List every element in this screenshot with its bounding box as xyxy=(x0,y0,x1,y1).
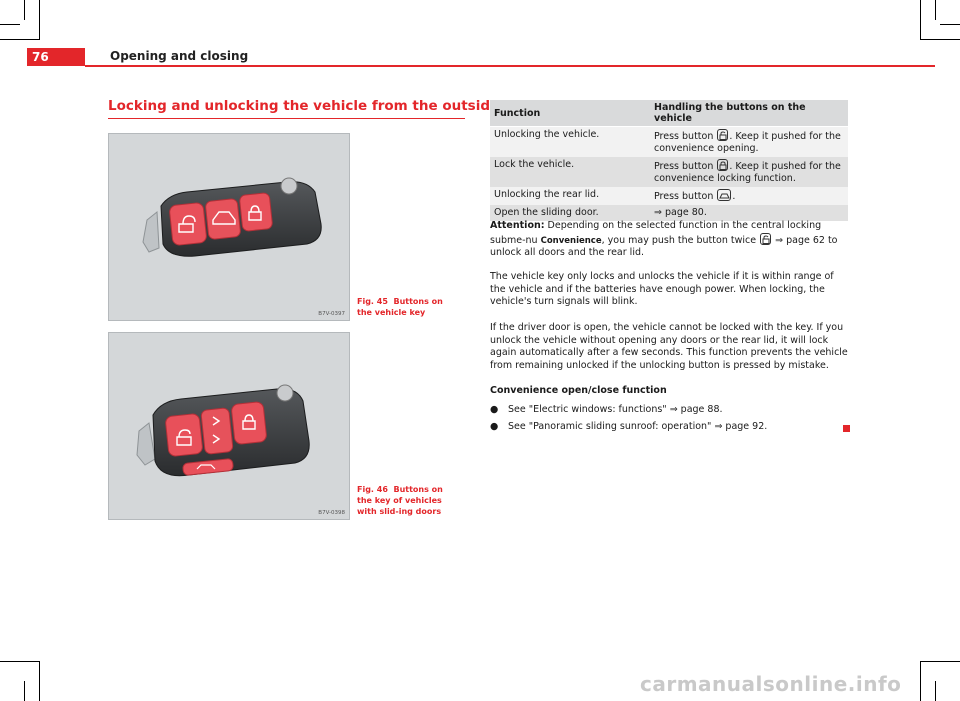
crop-mark-tr-v xyxy=(935,0,936,20)
figure-caption xyxy=(357,296,457,318)
caption-label: Fig. 46 xyxy=(357,485,388,494)
figure-vehicle-key xyxy=(108,133,350,321)
table-row xyxy=(490,157,848,187)
attention-text: , you may push the button twice xyxy=(601,234,760,246)
handling-text: . Keep it pushed for the convenience locking function. xyxy=(654,161,841,184)
table-row xyxy=(490,205,848,221)
crop-mark-bl-v2 xyxy=(24,681,25,701)
figure-code: B7V-0398 xyxy=(318,510,345,516)
table-cell-function: Unlocking the vehicle. xyxy=(494,129,600,140)
section-end-marker xyxy=(843,425,850,432)
crop-mark-br-v2 xyxy=(935,681,936,701)
caption-text: Buttons on the vehicle key xyxy=(357,297,443,317)
bullet-dot: ● xyxy=(490,404,499,415)
unlock-icon xyxy=(760,233,771,245)
crop-mark-tl-h xyxy=(0,24,20,25)
table-cell-handling xyxy=(650,157,848,187)
table-row xyxy=(490,187,848,205)
function-table xyxy=(490,100,848,221)
crop-mark-bl-h xyxy=(0,661,40,662)
crop-mark-br-h xyxy=(920,661,960,662)
table-cell-function: Unlocking the rear lid. xyxy=(494,189,600,200)
driver-door-paragraph: If the driver door is open, the vehicle cannot be locked with the key. If you unlock the vehicle without opening any doors or the rear lid, it will lock again automatically after a few seconds. This function prevents the vehicle from remaining unlocked if the unlocking button is pressed by mistake. xyxy=(490,322,848,371)
list-item-text[interactable]: See "Panoramic sliding sunroof: operation" ⇒ page 92. xyxy=(508,421,768,432)
handling-text: . Keep it pushed for the convenience opening. xyxy=(654,131,841,154)
crop-mark-tl-v2 xyxy=(39,0,40,40)
handling-text: . xyxy=(732,191,736,202)
sliding-door-buttons xyxy=(201,408,233,455)
crop-mark-tr-h xyxy=(940,24,960,25)
bullet-dot: ● xyxy=(490,421,499,432)
handling-text: Press button xyxy=(654,191,717,202)
section-title: Locking and unlocking the vehicle from the outside xyxy=(108,98,500,114)
vehicle-key-illustration xyxy=(109,134,349,320)
crop-mark-br-v xyxy=(920,661,921,701)
figure-caption xyxy=(357,484,457,517)
page-link[interactable]: ⇒ page 80. xyxy=(654,207,707,218)
handling-text: Press button xyxy=(654,161,717,172)
crop-mark-bl-v xyxy=(39,661,40,701)
crop-mark-tr-v2 xyxy=(920,0,921,40)
table-row xyxy=(490,127,848,158)
handling-text: Press button xyxy=(654,131,717,142)
chapter-title: Opening and closing xyxy=(110,49,249,63)
crop-mark-tr-h2 xyxy=(920,39,960,40)
list-item-text[interactable]: See "Electric windows: functions" ⇒ page 88. xyxy=(508,404,723,415)
table-cell-handling xyxy=(650,187,848,205)
attention-paragraph xyxy=(490,220,850,260)
menu-name: Convenience xyxy=(540,235,602,246)
table-cell-handling xyxy=(650,205,848,221)
lock-button xyxy=(231,401,267,444)
table-cell-function: Lock the vehicle. xyxy=(494,159,575,170)
table-cell-handling xyxy=(650,127,848,158)
attention-text: ⇒ page 62 to unlock all doors and the rear lid. xyxy=(490,234,838,258)
subheading: Convenience open/close function xyxy=(490,385,667,396)
table-cell-function: Open the sliding door. xyxy=(494,207,599,218)
page-number: 76 xyxy=(27,48,85,66)
lock-icon xyxy=(717,159,728,171)
table-header-row xyxy=(490,100,848,127)
table-header: Function xyxy=(490,100,650,127)
unlock-button xyxy=(165,413,203,456)
sliding-door-key-illustration xyxy=(109,333,349,519)
attention-text: Depending on the selected function in the central locking subme-nu xyxy=(490,220,822,246)
crop-mark-tl-h2 xyxy=(0,39,40,40)
watermark: carmanualsonline.info xyxy=(640,672,902,696)
list-item xyxy=(490,421,767,432)
section-rule xyxy=(108,118,465,119)
crop-mark-tl-v xyxy=(24,0,25,20)
list-item xyxy=(490,404,723,415)
caption-label: Fig. 45 xyxy=(357,297,388,306)
unlock-icon xyxy=(717,129,728,141)
header-rule xyxy=(85,65,935,67)
rear-lid-button xyxy=(205,198,241,239)
range-paragraph: The vehicle key only locks and unlocks the vehicle if it is within range of the vehicle and if the batteries have enough power. When locking, the vehicle's turn signals will blink. xyxy=(490,271,834,307)
rear-lid-icon xyxy=(717,189,731,201)
caption-text: Buttons on the key of vehicles with slid-ing doors xyxy=(357,485,443,516)
figure-code: B7V-0397 xyxy=(318,311,345,317)
figure-sliding-door-key xyxy=(108,332,350,520)
attention-label: Attention: xyxy=(490,220,545,231)
table-header: Handling the buttons on the vehicle xyxy=(650,100,848,127)
